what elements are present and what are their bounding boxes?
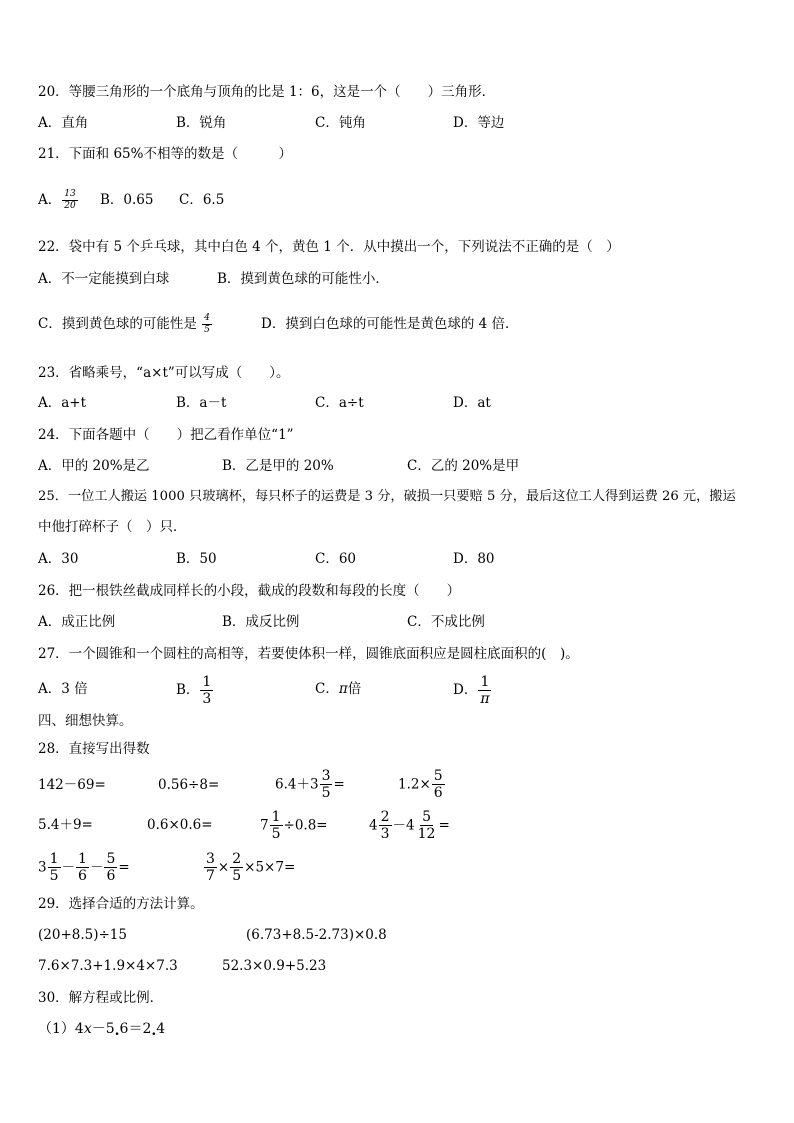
q27-option-c-suffix: 倍 [347, 681, 362, 697]
q28-r1-e3: 6.4＋3 $\frac{3}{5}$ = [275, 768, 345, 801]
q28-stem: 28．直接写出得数 [38, 741, 150, 757]
q28-r1-e4: 1.2× $\frac{5}{6}$ [398, 768, 443, 801]
q27-option-b[interactable] [176, 670, 214, 710]
q28-r3-e2: $\frac{3}{7}$ × $\frac{2}{5}$ ×5×7= [206, 851, 296, 884]
q21-option-a-fraction: $\frac{13}{20}$ [64, 189, 76, 211]
q27-option-d[interactable] [453, 670, 493, 710]
q27-option-c-pi: π [338, 681, 348, 697]
q24-stem: 24．下面各题中（ ）把乙看作单位“1” [38, 427, 294, 443]
q25-option-d[interactable]: D．80 [453, 551, 495, 567]
q29-stem: 29．选择合适的方法计算。 [38, 896, 204, 912]
q21-option-a[interactable] [38, 186, 79, 214]
q23-option-b[interactable]: B．a－t [176, 395, 227, 411]
q28-r2-e3: 7 $\frac{1}{5}$ ÷0.8= [260, 809, 328, 842]
q28-r2-e4: 4 $\frac{2}{3}$ －4 $\frac{5}{12}$ = [369, 809, 450, 842]
q28-r1-e1: 142－69= [38, 777, 106, 793]
q26-option-a[interactable]: A．成正比例 [38, 614, 116, 630]
q27-option-d-fraction: $\frac{1}{\pi}$ [480, 674, 490, 707]
q20-option-c[interactable]: C．钝角 [315, 115, 366, 131]
q23-option-c[interactable]: C．a÷t [315, 395, 364, 411]
q24-option-c[interactable]: C．乙的 20%是甲 [407, 458, 520, 474]
q25-option-b[interactable]: B．50 [176, 551, 217, 567]
q22-option-d[interactable]: D．摸到白色球的可能性是黄色球的 4 倍． [261, 316, 519, 332]
q27-option-b-label: B． [176, 682, 200, 698]
q25-option-c[interactable]: C．60 [315, 551, 357, 567]
q25-stem-line1: 25．一位工人搬运 1000 只玻璃杯，每只杯子的运费是 3 分，破损一只要赔 5 分，最后这位工人得到运费 26 元，搬运 [38, 489, 736, 504]
q28-r2-e1: 5.4＋9= [38, 817, 93, 833]
q20-option-d[interactable]: D．等边 [453, 115, 505, 131]
q29-e4: 52.3×0.9+5.23 [222, 958, 327, 974]
q30-stem: 30．解方程或比例． [38, 990, 164, 1006]
q22-option-c[interactable] [38, 310, 213, 338]
q27-option-b-fraction: $\frac{1}{3}$ [202, 674, 212, 707]
q23-option-a[interactable]: A．a+t [38, 395, 87, 411]
q25-stem-line2: 中他打碎杯子（ ）只． [38, 519, 187, 535]
q21-option-a-label: A． [38, 192, 62, 208]
q22-option-c-fraction: $\frac{4}{5}$ [204, 313, 210, 335]
q28-r2-e2: 0.6×0.6= [147, 817, 213, 833]
q22-stem: 22．袋中有 5 个乒乓球，其中白色 4 个，黄色 1 个．从中摸出一个，下列说法不正确的是（ ） [38, 239, 620, 255]
q27-option-c-label: C． [315, 681, 339, 697]
q28-r3-e1: 3 $\frac{1}{5}$ － $\frac{1}{6}$ － $\frac{5}{6}$ = [38, 851, 130, 884]
q29-e2: (6.73+8.5-2.73)×0.8 [246, 927, 387, 943]
q28-r1-e2: 0.56÷8= [158, 777, 220, 793]
q25-option-a[interactable]: A．30 [38, 551, 79, 567]
q21-option-b[interactable]: B．0.65 [100, 192, 154, 208]
section-heading: 四、细想快算。 [38, 713, 133, 729]
q21-stem: 21．下面和 65%不相等的数是（ ） [38, 146, 292, 162]
q24-option-b[interactable]: B．乙是甲的 20% [222, 458, 334, 474]
q23-option-d[interactable]: D．at [453, 395, 491, 411]
q30-equation: （1）4x－5.6＝2.4 [38, 1021, 166, 1039]
q26-stem: 26．把一根铁丝截成同样长的小段，截成的段数和每段的长度（ ） [38, 583, 461, 599]
q27-option-a[interactable]: A．3 倍 [38, 681, 88, 697]
q26-option-c[interactable]: C．不成比例 [407, 614, 485, 630]
q20-option-b[interactable]: B．锐角 [176, 115, 227, 131]
q22-option-c-text: C．摸到黄色球的可能性是 [38, 316, 197, 332]
q27-stem: 27．一个圆锥和一个圆柱的高相等，若要使体积一样，圆锥底面积应是圆柱底面积的( )。 [38, 646, 579, 662]
q23-stem: 23．省略乘号，“a×t”可以写成（ ）。 [38, 365, 290, 381]
q27-option-c[interactable] [315, 680, 361, 698]
q27-option-d-label: D． [453, 682, 478, 698]
q22-option-a[interactable]: A．不一定能摸到白球 [38, 271, 170, 287]
q29-e1: (20+8.5)÷15 [38, 927, 127, 943]
q22-option-b[interactable]: B．摸到黄色球的可能性小． [217, 271, 389, 287]
q20-stem: 20．等腰三角形的一个底角与顶角的比是 1：6，这是一个（ ）三角形． [38, 84, 496, 100]
q29-e3: 7.6×7.3+1.9×4×7.3 [38, 958, 178, 974]
q26-option-b[interactable]: B．成反比例 [222, 614, 300, 630]
q21-option-c[interactable]: C．6.5 [179, 192, 225, 208]
q20-option-a[interactable]: A．直角 [38, 115, 89, 131]
q24-option-a[interactable]: A．甲的 20%是乙 [38, 458, 150, 474]
